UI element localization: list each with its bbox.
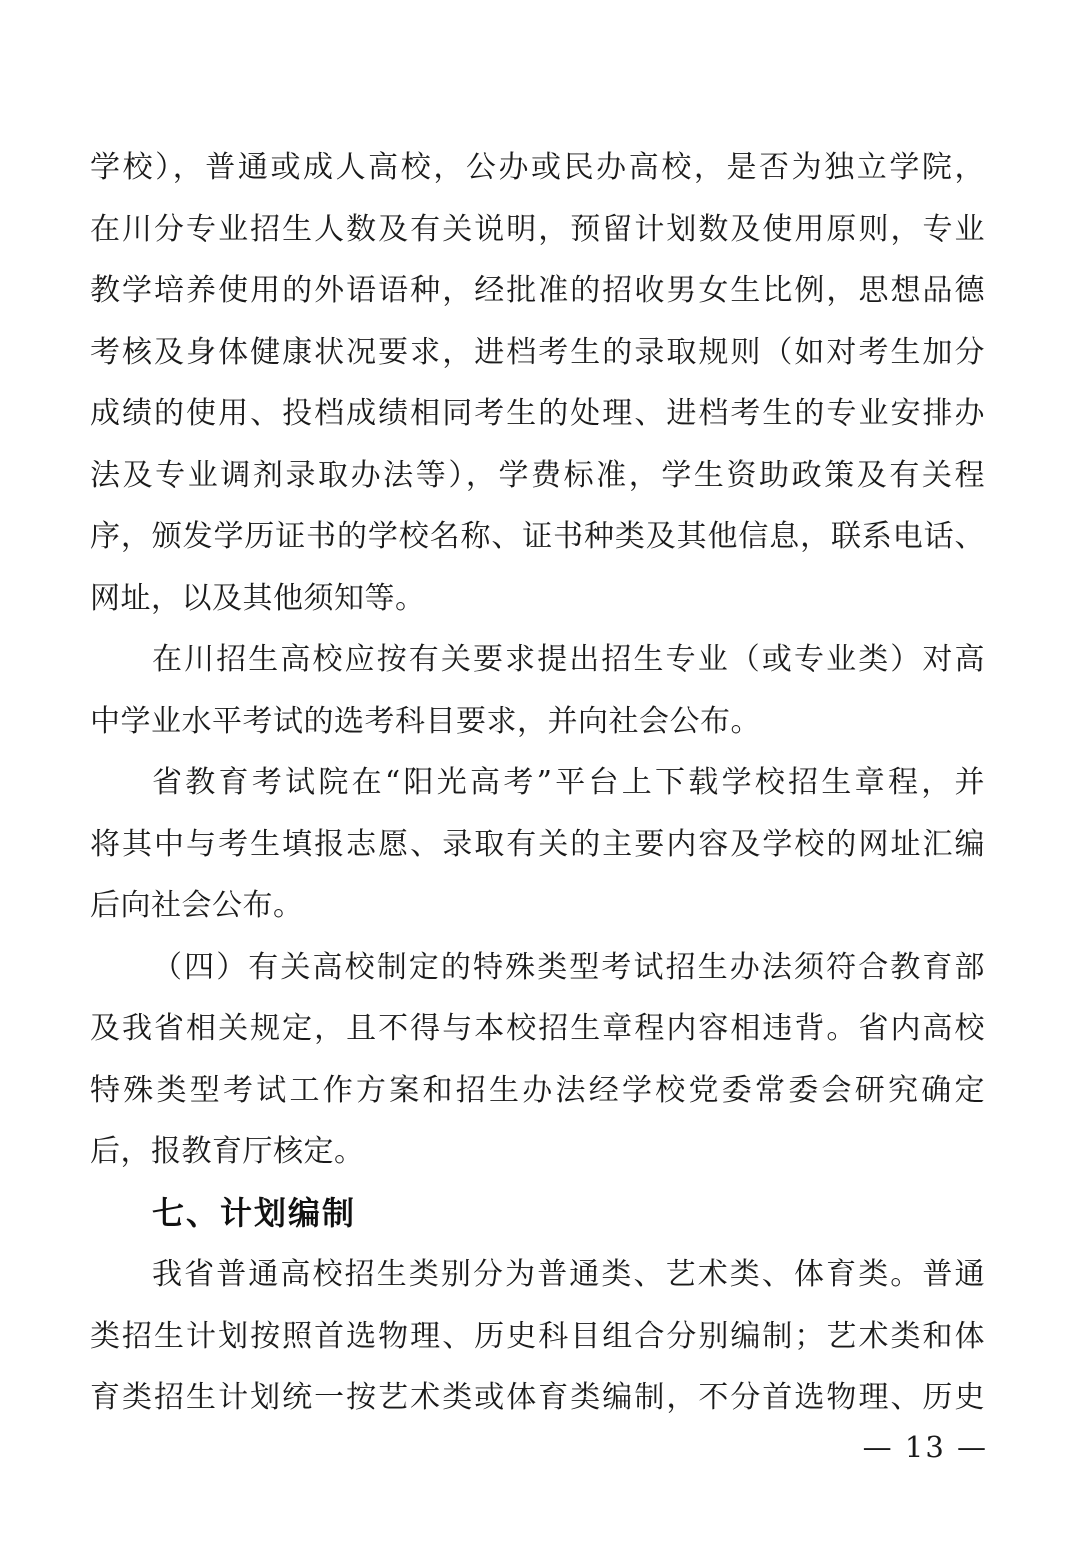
page-number: — 13 — <box>862 1430 988 1464</box>
text-line: 教学培养使用的外语语种，经批准的招收男女生比例，思想品德 <box>90 273 985 308</box>
text-line: 成绩的使用、投档成绩相同考生的处理、进档考生的专业安排办 <box>90 396 985 431</box>
text-line: 类招生计划按照首选物理、历史科目组合分别编制；艺术类和体 <box>90 1318 985 1354</box>
text-line: 在川招生高校应按有关要求提出招生专业（或专业类）对高 <box>152 642 985 677</box>
text-line: 特殊类型考试工作方案和招生办法经学校党委常委会研究确定 <box>90 1072 985 1108</box>
text-line: 法及专业调剂录取办法等），学费标准，学生资助政策及有关程 <box>90 457 985 493</box>
document-body <box>90 137 985 1429</box>
text-line: 网址，以及其他须知等。 <box>90 580 426 616</box>
text-line: 我省普通高校招生类别分为普通类、艺术类、体育类。普通 <box>152 1257 985 1292</box>
text-line: 将其中与考生填报志愿、录取有关的主要内容及学校的网址汇编 <box>90 826 985 862</box>
text-line: 在川分专业招生人数及有关说明，预留计划数及使用原则，专业 <box>90 211 985 247</box>
text-line: 序，颁发学历证书的学校名称、证书种类及其他信息，联系电话、 <box>90 519 985 554</box>
section-heading: 七、计划编制 <box>152 1193 357 1232</box>
text-line: （四）有关高校制定的特殊类型考试招生办法须符合教育部 <box>152 949 985 985</box>
text-line: 省教育考试院在“阳光高考”平台上下载学校招生章程，并 <box>152 765 985 800</box>
text-line: 考核及身体健康状况要求，进档考生的录取规则（如对考生加分 <box>90 334 985 370</box>
text-line: 后向社会公布。 <box>90 888 304 923</box>
text-line: 后，报教育厅核定。 <box>90 1134 365 1169</box>
text-line: 中学业水平考试的选考科目要求，并向社会公布。 <box>90 703 761 739</box>
text-line: 及我省相关规定，且不得与本校招生章程内容相违背。省内高校 <box>90 1011 985 1046</box>
text-line: 育类招生计划统一按艺术类或体育类编制，不分首选物理、历史 <box>90 1380 985 1415</box>
text-line: 学校），普通或成人高校，公办或民办高校，是否为独立学院， <box>90 150 985 185</box>
